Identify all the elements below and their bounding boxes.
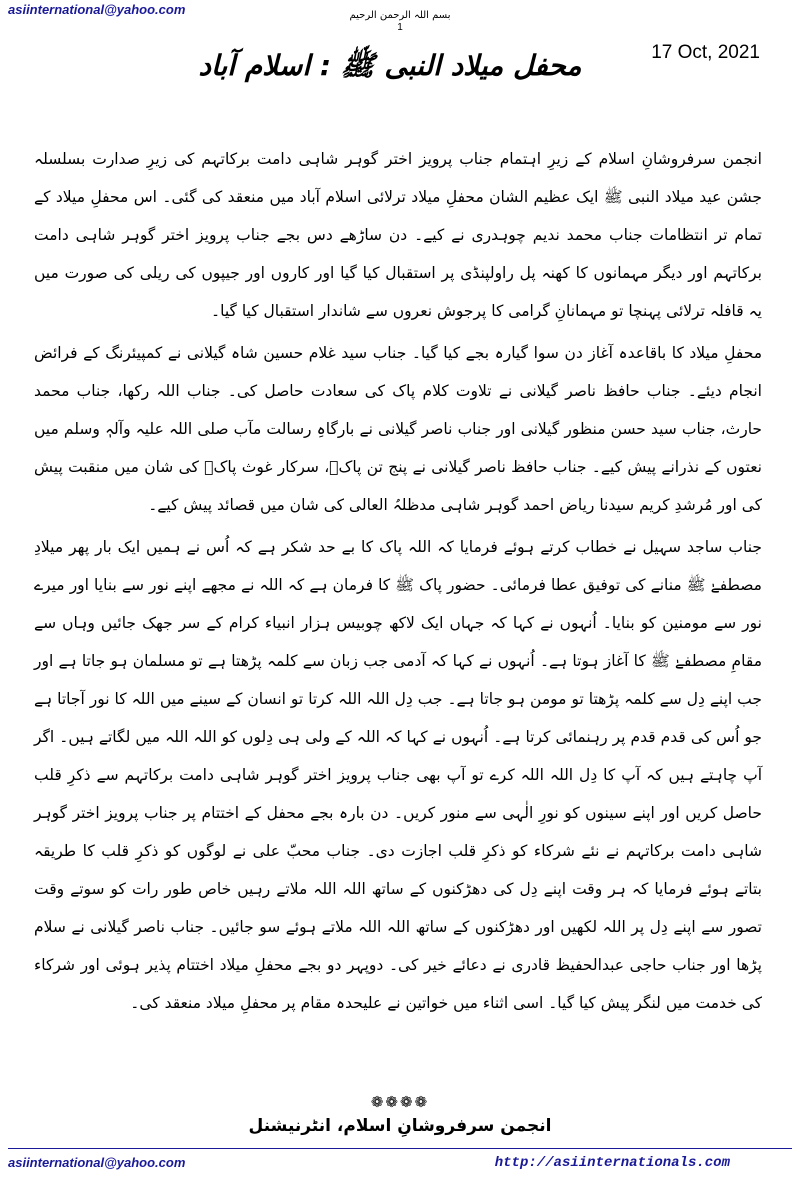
page-title: محفل میلاد النبی ﷺ : اسلام آباد bbox=[198, 49, 582, 82]
paragraph-intro: انجمن سرفروشانِ اسلام کے زیرِ اہتمام جناب پرویز اختر گوہر شاہی دامت برکاتہم کی زیرِ صدارت بسلسلہ جشن عید میلاد النبی ﷺ ایک عظیم الشان محفلِ میلاد ترلائی اسلام آباد میں منعقد کی گئی۔ اس محفلِ میلاد کے تمام تر انتظامات جناب محمد ندیم چوہدری نے کیے۔ دن ساڑھے دس بجے جناب پرویز اختر گوہر شاہی دامت برکاتہم اور دیگر مہمانوں کا کھنہ پل راولپنڈی پر استقبال کیا گیا اور کاروں اور جیپوں کی ریلی کی صورت میں یہ قافلہ ترلائی پہنچا تو مہمانانِ گرامی کا پرجوش نعروں سے شاندار استقبال کیا گیا۔ bbox=[34, 150, 762, 320]
footer-email[interactable]: asiinternational@yahoo.com bbox=[8, 1155, 186, 1170]
paragraph-program: محفلِ میلاد کا باقاعدہ آغاز دن سوا گیارہ بجے کیا گیا۔ جناب سید غلام حسین شاہ گیلانی نے کمپیئرنگ کے فرائض انجام دیئے۔ جناب حافظ ناصر گیلانی نے تلاوت کلام پاک کی سعادت حاصل کی۔ جناب اللہ رکھا، جناب محمد حارث، جناب سید حسن منظور گیلانی اور جناب ناصر گیلانی نے بارگاہِ رسالت مآب صلی اللہ علیہ وآلہٖ وسلم میں نعتوں کے نذرانے پیش کیے۔ جناب حافظ ناصر گیلانی نے پنج تن پاکؑ، سرکار غوث پاکؒ کی شان میں منقبت پیش کی اور مُرشدِ کریم سیدنا ریاض احمد گوہر شاہی مدظلہُ العالی کی شان میں قصائد پیش کیے۔ bbox=[34, 344, 762, 514]
footer-divider bbox=[8, 1148, 792, 1149]
paragraph-speech: جناب ساجد سہیل نے خطاب کرتے ہوئے فرمایا کہ اللہ پاک کا بے حد شکر ہے کہ اُس نے ہمیں ایک بار پھر میلادِ مصطفےٰ ﷺ منانے کی توفیق عطا فرمائی۔ حضور پاک ﷺ کا فرمان ہے کہ اللہ نے مجھے اپنے نور سے بنایا اور میرے نور سے مومنین کو بنایا۔ اُنہوں نے کہا کہ جہاں ایک لاکھ چوبیس ہزار انبیاء کرام کے سر جھک جائیں وہاں سے مقامِ مصطفےٰ ﷺ کا آغاز ہوتا ہے۔ اُنہوں نے کہا کہ آدمی جب زبان سے کلمہ پڑھتا ہے تو مسلمان ہو جاتا ہے اور جب اپنے دِل سے کلمہ پڑھتا تو مومن ہو جاتا ہے۔ جب دِل اللہ اللہ کرتا تو انسان کے سینے میں اللہ کا نور آجاتا ہے جو اُس کی قدم قدم پر رہنمائی کرتا ہے۔ اُنہوں نے کہا کہ اللہ کے ولی ہی دِلوں کو اللہ اللہ میں لگاتے ہیں۔ اگر آپ چاہتے ہیں کہ آپ کا دِل اللہ اللہ کرے تو آپ بھی جناب پرویز اختر گوہر شاہی دامت برکاتہم سے ذکرِ قلب حاصل کریں اور اپنے سینوں کو نورِ الٰہی سے منور کریں۔ دن بارہ بجے محفل کے اختتام پر جناب پرویز اختر گوہر شاہی دامت برکاتہم نے نئے شرکاء کو ذکرِ قلب اجازت دی۔ جناب محبّ علی نے لوگوں کو ذکرِ قلب کا طریقہ بتاتے ہوئے فرمایا کہ ہر وقت اپنے دِل کی دھڑکنوں کے ساتھ اللہ اللہ ملاتے رہیں خاص طور رات کو سوتے وقت تصور سے اپنے دِل پر اللہ لکھیں اور دھڑکنوں کے ساتھ اللہ اللہ ملاتے ہوئے سو جائیں۔ جناب ناصر گیلانی نے سلام پڑھا اور جناب حاجی عبدالحفیظ قادری نے دعائے خیر کی۔ دوپہر دو بجے محفلِ میلاد اختتام پذیر ہوئی اور شرکاء کی خدمت میں لنگر پیش کیا گیا۔ اسی اثناء میں خواتین نے علیحدہ مقام پر محفلِ میلاد منعقد کی۔ bbox=[34, 538, 762, 1012]
organization-name: انجمن سرفروشانِ اسلام، انٹرنیشنل bbox=[248, 1116, 552, 1136]
page-number: 1 bbox=[397, 22, 403, 33]
article-body bbox=[34, 140, 762, 1026]
header-email[interactable]: asiinternational@yahoo.com bbox=[8, 2, 186, 17]
date-label: 17 Oct, 2021 bbox=[651, 42, 760, 63]
footer-website-link[interactable]: http://asiinternationals.com bbox=[494, 1155, 730, 1171]
bismillah: بسم اللہ الرحمن الرحیم bbox=[349, 10, 451, 21]
separator-ornament: ❁❁❁❁ bbox=[370, 1093, 430, 1111]
